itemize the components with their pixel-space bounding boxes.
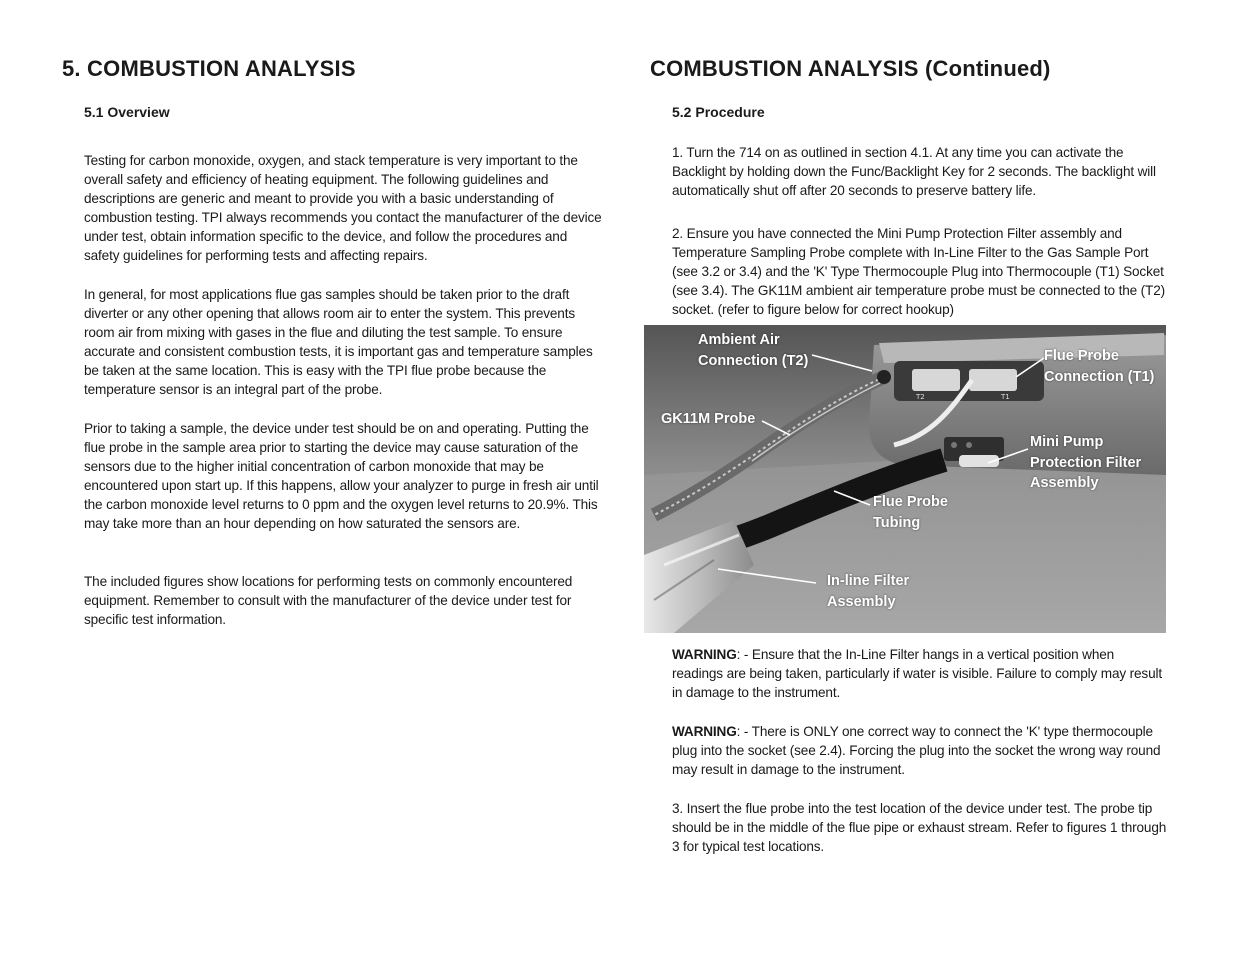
overview-paragraph-3: Prior to taking a sample, the device under test should be on and operating. Putting the flue probe in the sample area prior to starting the device may cause saturation of the sensors due to the higher initial concentration of carbon monoxide that may be encountered upon start up. If this happens, allow your analyzer to purge in fresh air until the carbon monoxide level returns to 0 ppm and the oxygen level returns to 20.9%. This may take more than an hour depending on how saturated the sensors are. — [84, 421, 599, 532]
overview-paragraph-1: Testing for carbon monoxide, oxygen, and stack temperature is very important to the overall safety and efficiency of heating equipment. The following guidelines and descriptions are generic and meant to provide you with a basic understanding of combustion testing. TPI always recommends you contact the manufacturer of the device under test, obtain information specific to the device, and follow the procedures and safety guidelines for performing tests and affecting repairs. — [84, 153, 602, 264]
warning-2 — [672, 722, 1168, 779]
warning-label: WARNING — [672, 724, 737, 739]
page-title-left: 5. COMBUSTION ANALYSIS — [62, 56, 356, 81]
callout-flue-probe-connection: Flue Probe Connection (T1) — [1044, 348, 1155, 385]
section-heading-procedure: 5.2 Procedure — [672, 104, 765, 120]
warning-1 — [672, 645, 1168, 702]
callout-ambient-air: Ambient Air Connection (T2) — [698, 332, 809, 369]
overview-paragraph-2: In general, for most applications flue gas samples should be taken prior to the draft diverter or any other opening that allows room air to enter the system. This prevents room air from mixing with gases in the flue and diluting the test sample. To ensure accurate and consistent combustion tests, it is important gas and temperature samples be taken at the same location. This is easy with the TPI flue probe because the temperature sensor is an integral part of the probe. — [84, 287, 593, 398]
warning-1-text: : - Ensure that the In-Line Filter hangs in a vertical position when readings are being taken, particularly if water is visible. Failure to comply may result in damage to the instrument. — [672, 647, 1162, 701]
warning-label: WARNING — [672, 647, 737, 662]
socket-label-t2: T2 — [916, 393, 925, 401]
page-title-right: COMBUSTION ANALYSIS (Continued) — [650, 56, 1051, 81]
hookup-photo — [644, 325, 1166, 633]
callout-gk11m-probe: GK11M Probe — [661, 411, 756, 427]
overview-paragraph-4: The included figures show locations for performing tests on commonly encountered equipment. Remember to consult with the manufacturer of the device under test for specific test information. — [84, 574, 573, 628]
procedure-step-2: 2. Ensure you have connected the Mini Pump Protection Filter assembly and Temperature Sampling Probe complete with In-Line Filter to the Gas Sample Port (see 3.2 or 3.4) and the 'K' Type Thermocouple Plug into Thermocouple (T1) Socket (see 3.4). The GK11M ambient air temperature probe must be connected to the (T2) socket. (refer to figure below for correct hookup) — [672, 226, 1165, 318]
callout-flue-probe-tubing: Flue Probe Tubing — [873, 494, 948, 531]
callout-mini-pump: Mini Pump Protection Filter Assembly — [1030, 434, 1142, 491]
procedure-step-3: 3. Insert the flue probe into the test location of the device under test. The probe tip should be in the middle of the flue pipe or exhaust stream. Refer to figures 1 through 3 for typical test locations. — [672, 801, 1167, 855]
section-heading-overview: 5.1 Overview — [84, 104, 170, 120]
warning-2-text: : - There is ONLY one correct way to connect the 'K' type thermocouple plug into the socket (see 2.4). Forcing the plug into the socket the wrong way round may result in damage to the instrument. — [672, 724, 1161, 778]
socket-label-t1: T1 — [1001, 393, 1010, 401]
callout-inline-filter: In-line Filter Assembly — [827, 573, 910, 610]
procedure-step-1: 1. Turn the 714 on as outlined in section 4.1. At any time you can activate the Backlight by holding down the Func/Backlight Key for 2 seconds. The backlight will automatically shut off after 20 seconds to preserve battery life. — [672, 145, 1156, 199]
